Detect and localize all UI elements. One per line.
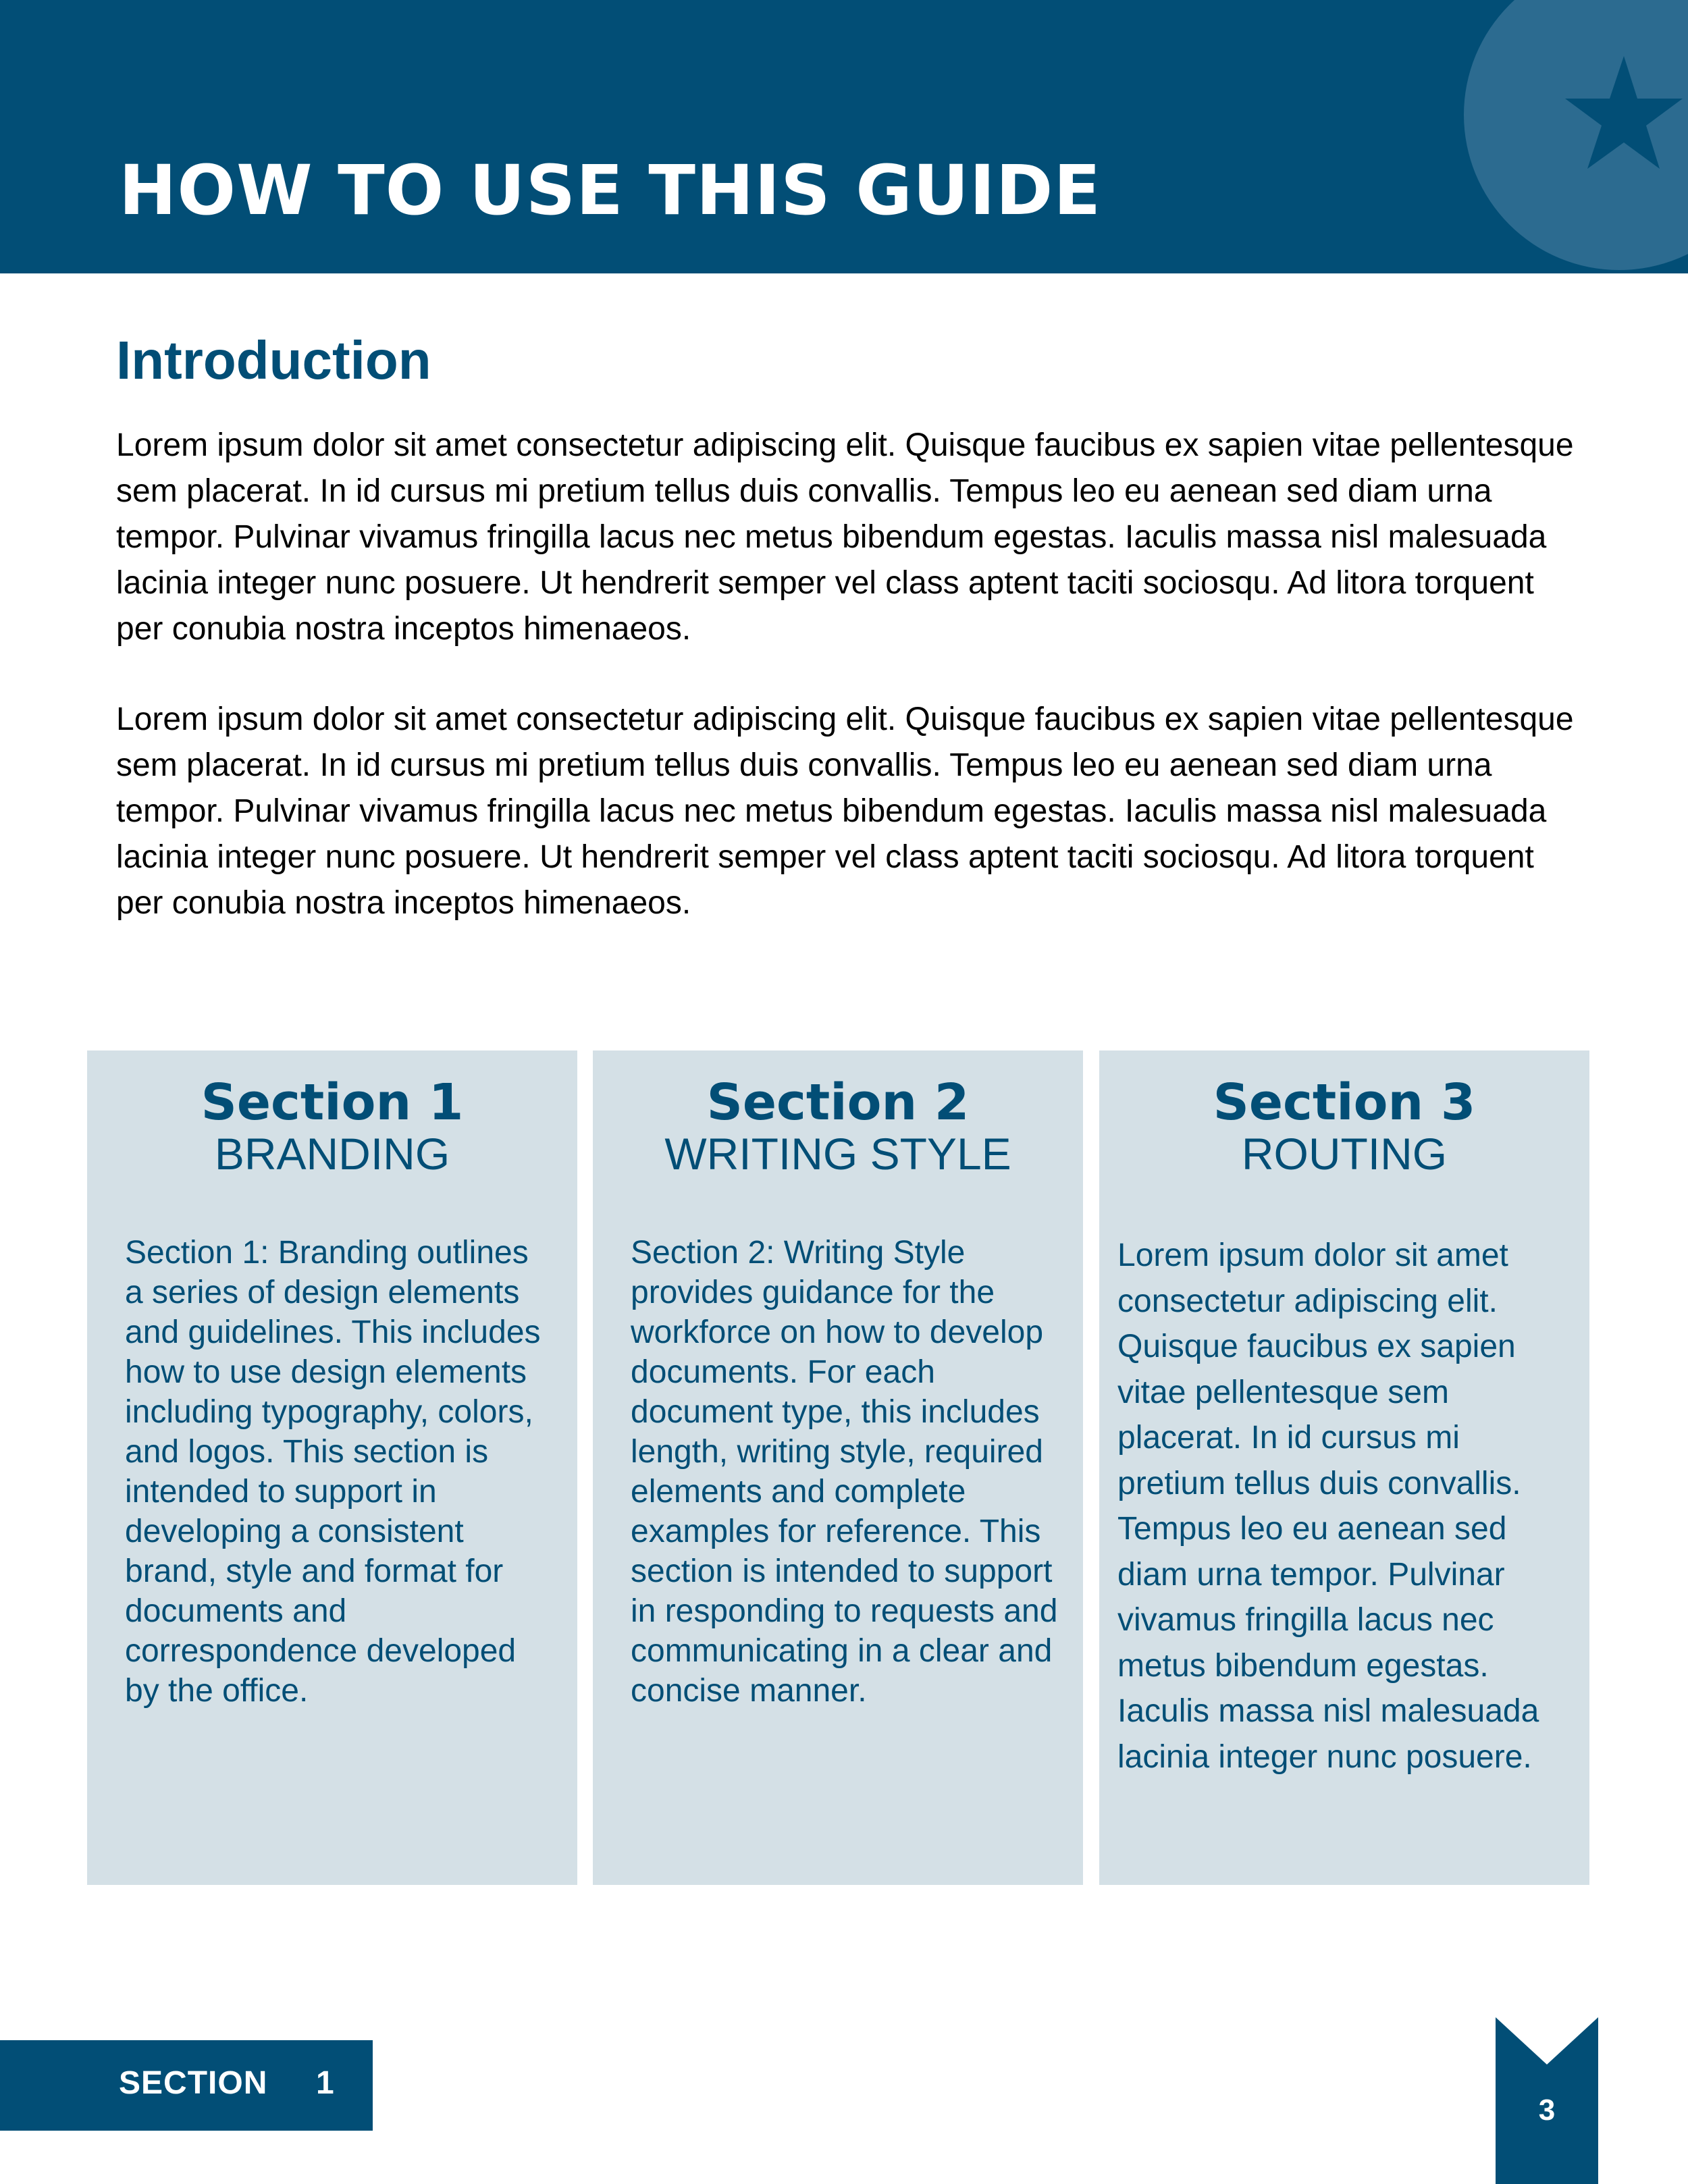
intro-paragraph-2: Lorem ipsum dolor sit amet consectetur adipiscing elit. Quisque faucibus ex sapien vitae pellentesque sem placerat. In id cursus mi pretium tellus duis convallis. Tempus leo eu aenean sed diam urna tempor. Pulvinar vivamus fringilla lacus nec metus bibendum egestas. Iaculis massa nisl malesuada lacinia integer nunc posuere. Ut hendrerit semper vel class aptent taciti sociosqu. Ad litora torquent per conubia nostra inceptos himenaeos.: [116, 701, 1574, 921]
section-card-title: Section 2: [706, 1073, 970, 1131]
section-card-branding: [87, 1050, 577, 1885]
page-title: HOW TO USE THIS GUIDE: [119, 151, 1102, 231]
section-tab-number: 1: [316, 2065, 334, 2101]
section-tab: [0, 2040, 373, 2131]
page-number: 3: [1538, 2094, 1556, 2127]
section-card-body: Section 2: Writing Style provides guidance for the workforce on how to develop documents. For each document type, this includes length, writing style, required elements and complete examples for reference. This section is intended to support in responding to requests and communicating in a clear and concise manner.: [631, 1235, 1058, 1709]
section-card-subtitle: ROUTING: [1241, 1129, 1448, 1179]
introduction-heading: Introduction: [116, 330, 431, 390]
section-card-subtitle: WRITING STYLE: [664, 1129, 1011, 1179]
section-card-title: Section 3: [1213, 1073, 1476, 1131]
section-tab-label: SECTION: [119, 2065, 268, 2101]
header-band: [0, 0, 1688, 273]
section-card-routing: [1099, 1050, 1589, 1885]
intro-paragraph-1: Lorem ipsum dolor sit amet consectetur adipiscing elit. Quisque faucibus ex sapien vitae pellentesque sem placerat. In id cursus mi pretium tellus duis convallis. Tempus leo eu aenean sed diam urna tempor. Pulvinar vivamus fringilla lacus nec metus bibendum egestas. Iaculis massa nisl malesuada lacinia integer nunc posuere. Ut hendrerit semper vel class aptent taciti sociosqu. Ad litora torquent per conubia nostra inceptos himenaeos.: [116, 427, 1574, 647]
section-card-writing-style: [593, 1050, 1083, 1885]
section-card-body: Section 1: Branding outlines a series of design elements and guidelines. This includes how to use design elements including typography, colors, and logos. This section is intended to support in developing a consistent brand, style and format for documents and correspondence developed by the office.: [125, 1235, 541, 1709]
section-card-title: Section 1: [201, 1073, 464, 1131]
section-card-body: Lorem ipsum dolor sit amet consectetur adipiscing elit. Quisque faucibus ex sapien vitae pellentesque sem placerat. In id cursus mi pretium tellus duis convallis. Tempus leo eu aenean sed diam urna tempor. Pulvinar vivamus fringilla lacus nec metus bibendum egestas. Iaculis massa nisl malesuada lacinia integer nunc posuere.: [1117, 1237, 1539, 1775]
star-emblem-icon: [1464, 0, 1688, 270]
section-card-subtitle: BRANDING: [214, 1129, 450, 1179]
